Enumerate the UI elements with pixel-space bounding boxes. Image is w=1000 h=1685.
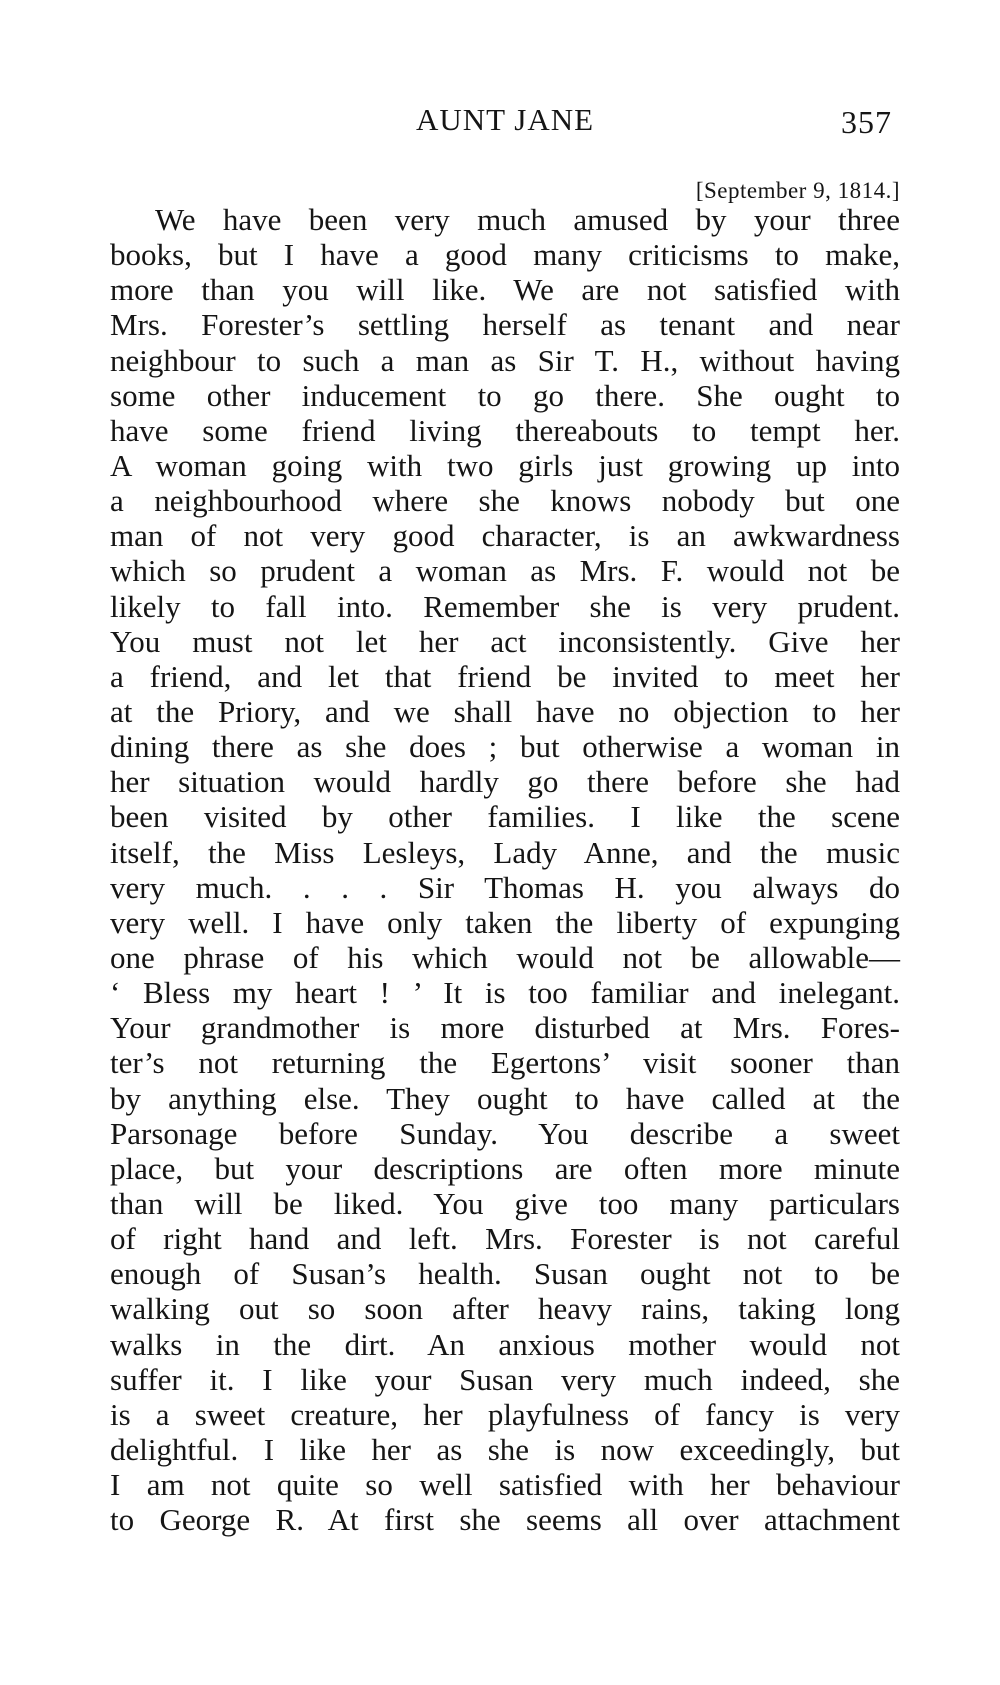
text-line: enough of Susan’s health. Susan ought not to be — [110, 1256, 900, 1292]
text-line: have some friend living thereabouts to tempt her. — [110, 412, 900, 448]
text-line: a friend, and let that friend be invited to meet her — [110, 658, 900, 694]
text-line: itself, the Miss Lesleys, Lady Anne, and the music — [110, 834, 900, 870]
text-line: dining there as she does ; but otherwise a woman in — [110, 729, 900, 765]
text-line: more than you will like. We are not satisfied with — [110, 272, 900, 308]
text-line: I am not quite so well satisfied with her behaviour — [110, 1467, 900, 1503]
text-line: her situation would hardly go there before she had — [110, 764, 900, 800]
text-line: neighbour to such a man as Sir T. H., without having — [110, 342, 900, 378]
text-line: which so prudent a woman as Mrs. F. would not be — [110, 553, 900, 589]
text-line: Your grandmother is more disturbed at Mrs. Fores- — [110, 1010, 900, 1046]
text-line: You must not let her act inconsistently. Give her — [110, 623, 900, 659]
text-line: walks in the dirt. An anxious mother would not — [110, 1326, 900, 1362]
text-line: very well. I have only taken the liberty of expunging — [110, 904, 900, 940]
text-line: of right hand and left. Mrs. Forester is not careful — [110, 1221, 900, 1257]
text-line: very much. . . . Sir Thomas H. you always do — [110, 869, 900, 905]
text-line: a neighbourhood where she knows nobody but one — [110, 483, 900, 519]
page-number: 357 — [841, 104, 892, 140]
text-line: A woman going with two girls just growing up into — [110, 447, 900, 483]
text-line: Mrs. Forester’s settling herself as tenant and near — [110, 307, 900, 343]
running-head — [110, 96, 900, 146]
text-line: is a sweet creature, her playfulness of fancy is very — [110, 1396, 900, 1432]
text-line: likely to fall into. Remember she is very prudent. — [110, 588, 900, 624]
text-line: at the Priory, and we shall have no objection to her — [110, 693, 900, 729]
text-line: suffer it. I like your Susan very much indeed, she — [110, 1361, 900, 1397]
letter-dateline: [September 9, 1814.] — [695, 178, 900, 203]
letter-body — [110, 202, 900, 1537]
text-line: to George R. At first she seems all over attachment — [110, 1502, 900, 1538]
text-line: one phrase of his which would not be allowable— — [110, 939, 900, 975]
text-line: man of not very good character, is an awkwardness — [110, 518, 900, 554]
text-line: than will be liked. You give too many particulars — [110, 1185, 900, 1221]
text-line: delightful. I like her as she is now exceedingly, but — [110, 1431, 900, 1467]
text-line: ter’s not returning the Egertons’ visit sooner than — [110, 1045, 900, 1081]
text-line: walking out so soon after heavy rains, taking long — [110, 1291, 900, 1327]
text-line: by anything else. They ought to have called at the — [110, 1080, 900, 1116]
text-line: place, but your descriptions are often more minute — [110, 1150, 900, 1186]
text-line: books, but I have a good many criticisms to make, — [110, 237, 900, 273]
running-title: AUNT JANE — [415, 102, 595, 137]
text-line: been visited by other families. I like the scene — [110, 799, 900, 835]
text-line: Parsonage before Sunday. You describe a sweet — [110, 1115, 900, 1151]
text-line: ‘ Bless my heart ! ’ It is too familiar and inelegant. — [110, 975, 900, 1011]
text-line: We have been very much amused by your three — [155, 202, 900, 237]
text-line: some other inducement to go there. She ought to — [110, 377, 900, 413]
